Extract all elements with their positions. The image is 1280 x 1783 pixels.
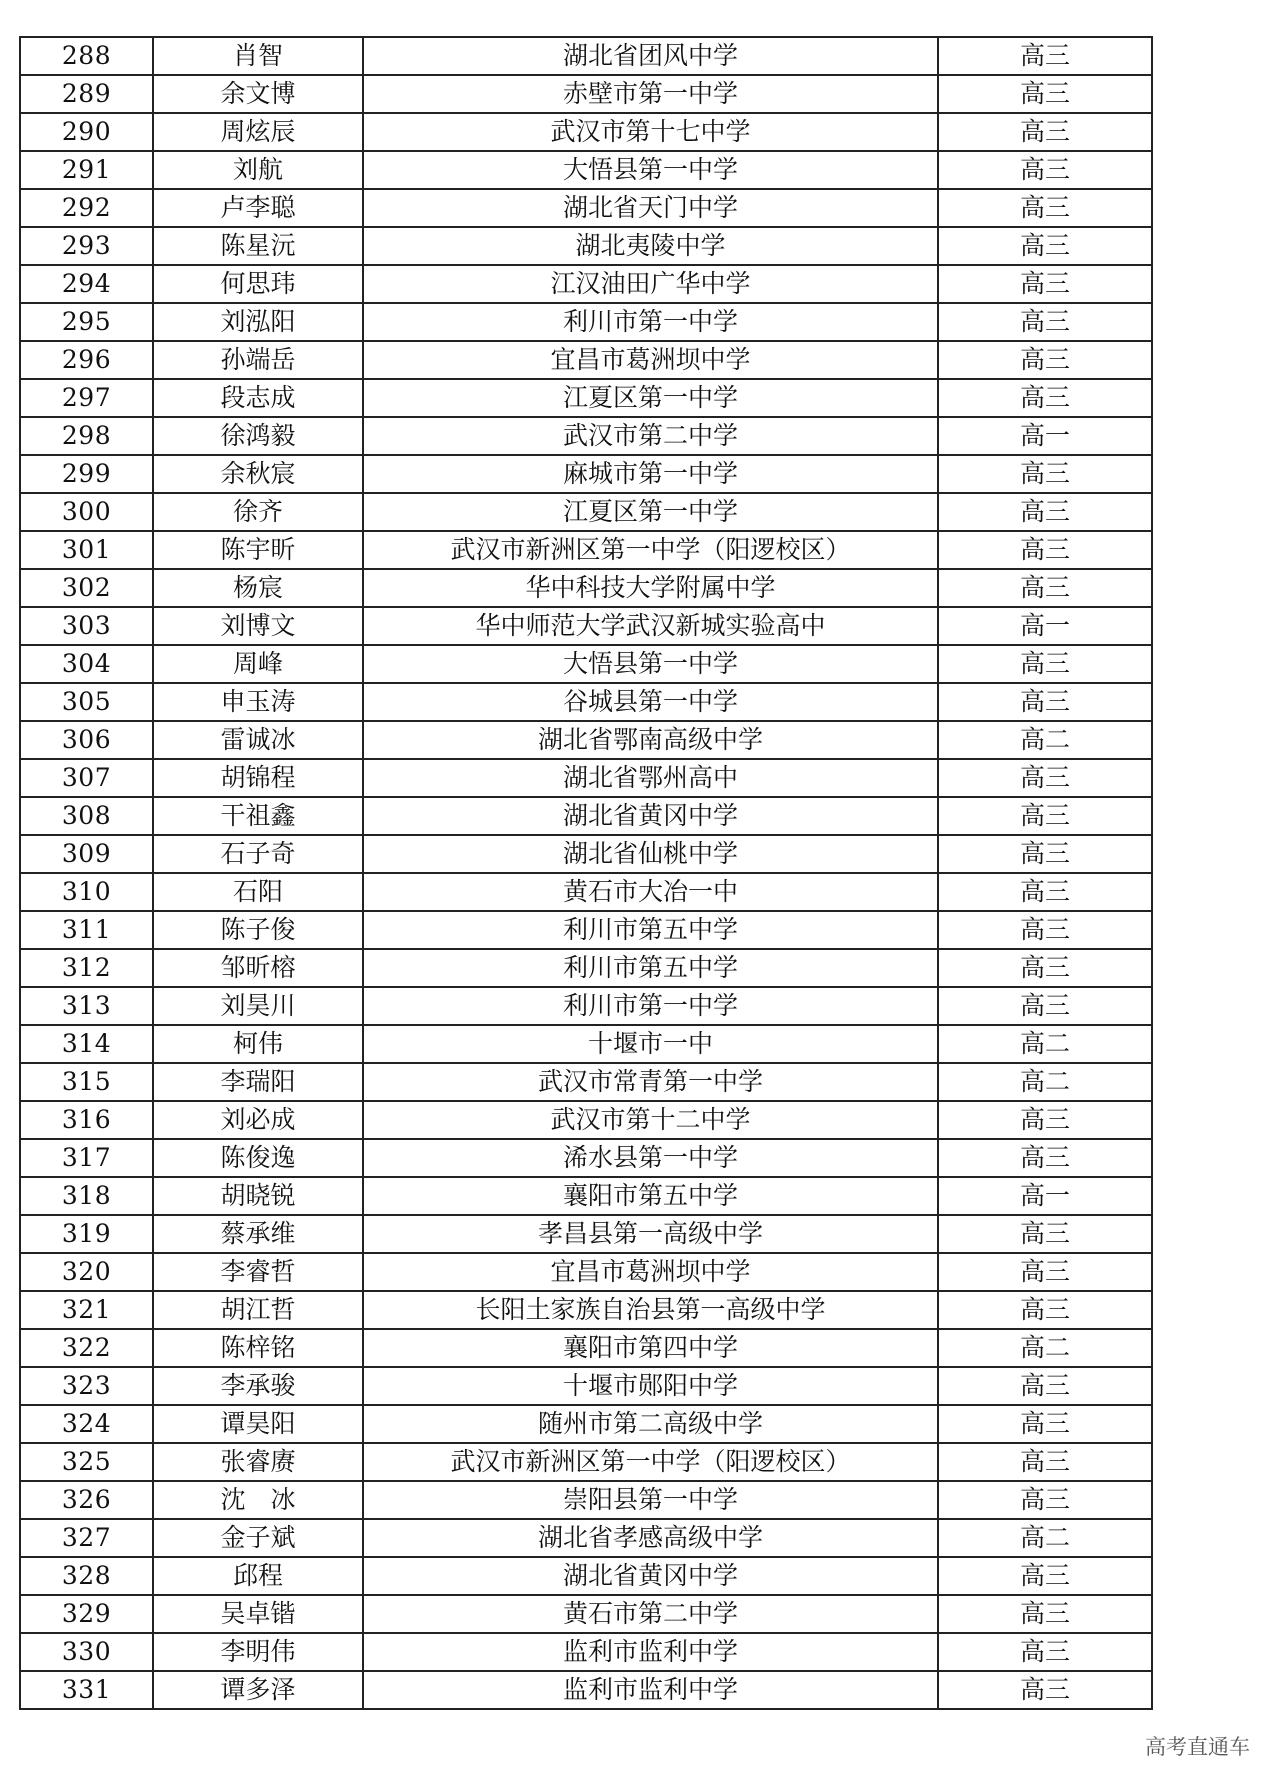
table-row: [20, 1519, 1152, 1557]
row-number: 318: [20, 1177, 153, 1215]
table-row: [20, 797, 1152, 835]
table-row: [20, 911, 1152, 949]
grade-level: 高一: [938, 1177, 1152, 1215]
row-number: 291: [20, 151, 153, 189]
table-row: [20, 987, 1152, 1025]
student-name: 蔡承维: [153, 1215, 363, 1253]
school-name: 武汉市新洲区第一中学（阳逻校区）: [363, 1443, 938, 1481]
school-name: 江夏区第一中学: [363, 379, 938, 417]
grade-level: 高三: [938, 1443, 1152, 1481]
row-number: 326: [20, 1481, 153, 1519]
row-number: 329: [20, 1595, 153, 1633]
school-name: 江夏区第一中学: [363, 493, 938, 531]
student-name: 胡锦程: [153, 759, 363, 797]
school-name: 湖北省鄂南高级中学: [363, 721, 938, 759]
school-name: 湖北省孝感高级中学: [363, 1519, 938, 1557]
grade-level: 高三: [938, 873, 1152, 911]
grade-level: 高三: [938, 1481, 1152, 1519]
row-number: 288: [20, 37, 153, 75]
table-row: [20, 1291, 1152, 1329]
school-name: 武汉市新洲区第一中学（阳逻校区）: [363, 531, 938, 569]
student-name: 刘昊川: [153, 987, 363, 1025]
student-name: 肖智: [153, 37, 363, 75]
student-name: 胡晓锐: [153, 1177, 363, 1215]
row-number: 331: [20, 1671, 153, 1709]
grade-level: 高三: [938, 37, 1152, 75]
row-number: 328: [20, 1557, 153, 1595]
row-number: 312: [20, 949, 153, 987]
table-row: [20, 1633, 1152, 1671]
table-row: [20, 1139, 1152, 1177]
table-row: [20, 1405, 1152, 1443]
grade-level: 高三: [938, 341, 1152, 379]
row-number: 315: [20, 1063, 153, 1101]
grade-level: 高三: [938, 1139, 1152, 1177]
student-name: 柯伟: [153, 1025, 363, 1063]
student-name: 刘航: [153, 151, 363, 189]
watermark-label: 高考直通车: [1141, 1729, 1254, 1763]
grade-level: 高三: [938, 151, 1152, 189]
grade-level: 高二: [938, 1329, 1152, 1367]
grade-level: 高一: [938, 417, 1152, 455]
grade-level: 高三: [938, 265, 1152, 303]
table-row: [20, 455, 1152, 493]
table-row: [20, 1177, 1152, 1215]
row-number: 303: [20, 607, 153, 645]
row-number: 327: [20, 1519, 153, 1557]
student-name: 陈梓铭: [153, 1329, 363, 1367]
grade-level: 高三: [938, 1633, 1152, 1671]
table-row: [20, 1557, 1152, 1595]
student-name: 张睿赓: [153, 1443, 363, 1481]
student-name: 陈俊逸: [153, 1139, 363, 1177]
table-row: [20, 113, 1152, 151]
row-number: 290: [20, 113, 153, 151]
table-row: [20, 949, 1152, 987]
table-row: [20, 1595, 1152, 1633]
table-row: [20, 341, 1152, 379]
table-row: [20, 683, 1152, 721]
school-name: 湖北省黄冈中学: [363, 797, 938, 835]
school-name: 武汉市常青第一中学: [363, 1063, 938, 1101]
student-name: 余文博: [153, 75, 363, 113]
student-name: 谭昊阳: [153, 1405, 363, 1443]
table-row: [20, 189, 1152, 227]
row-number: 301: [20, 531, 153, 569]
school-name: 监利市监利中学: [363, 1633, 938, 1671]
student-name: 何思玮: [153, 265, 363, 303]
grade-level: 高三: [938, 531, 1152, 569]
student-name: 孙端岳: [153, 341, 363, 379]
row-number: 314: [20, 1025, 153, 1063]
student-name: 刘博文: [153, 607, 363, 645]
student-name: 申玉涛: [153, 683, 363, 721]
row-number: 313: [20, 987, 153, 1025]
grade-level: 高二: [938, 1519, 1152, 1557]
school-name: 十堰市郧阳中学: [363, 1367, 938, 1405]
student-name: 胡江哲: [153, 1291, 363, 1329]
student-list-table: [19, 36, 1153, 1710]
table-row: [20, 379, 1152, 417]
student-name: 吴卓锴: [153, 1595, 363, 1633]
school-name: 江汉油田广华中学: [363, 265, 938, 303]
grade-level: 高三: [938, 987, 1152, 1025]
student-name: 邹昕榕: [153, 949, 363, 987]
row-number: 289: [20, 75, 153, 113]
school-name: 大悟县第一中学: [363, 645, 938, 683]
school-name: 湖北夷陵中学: [363, 227, 938, 265]
table-row: [20, 531, 1152, 569]
school-name: 襄阳市第五中学: [363, 1177, 938, 1215]
student-name: 李瑞阳: [153, 1063, 363, 1101]
student-name: 周炫辰: [153, 113, 363, 151]
grade-level: 高二: [938, 1063, 1152, 1101]
grade-level: 高三: [938, 1595, 1152, 1633]
school-name: 宜昌市葛洲坝中学: [363, 1253, 938, 1291]
school-name: 湖北省鄂州高中: [363, 759, 938, 797]
student-name: 刘泓阳: [153, 303, 363, 341]
grade-level: 高三: [938, 835, 1152, 873]
student-name: 陈星沅: [153, 227, 363, 265]
table-row: [20, 835, 1152, 873]
row-number: 322: [20, 1329, 153, 1367]
school-name: 麻城市第一中学: [363, 455, 938, 493]
grade-level: 高二: [938, 1025, 1152, 1063]
row-number: 305: [20, 683, 153, 721]
school-name: 利川市第五中学: [363, 949, 938, 987]
grade-level: 高三: [938, 303, 1152, 341]
row-number: 292: [20, 189, 153, 227]
school-name: 湖北省团风中学: [363, 37, 938, 75]
school-name: 利川市第一中学: [363, 987, 938, 1025]
school-name: 华中师范大学武汉新城实验高中: [363, 607, 938, 645]
row-number: 311: [20, 911, 153, 949]
row-number: 309: [20, 835, 153, 873]
row-number: 310: [20, 873, 153, 911]
school-name: 宜昌市葛洲坝中学: [363, 341, 938, 379]
school-name: 湖北省仙桃中学: [363, 835, 938, 873]
grade-level: 高三: [938, 227, 1152, 265]
student-name: 石阳: [153, 873, 363, 911]
row-number: 308: [20, 797, 153, 835]
table-row: [20, 37, 1152, 75]
table-row: [20, 265, 1152, 303]
school-name: 黄石市大冶一中: [363, 873, 938, 911]
school-name: 长阳土家族自治县第一高级中学: [363, 1291, 938, 1329]
school-name: 湖北省天门中学: [363, 189, 938, 227]
school-name: 十堰市一中: [363, 1025, 938, 1063]
table-row: [20, 303, 1152, 341]
student-name: 徐鸿毅: [153, 417, 363, 455]
student-name: 石子奇: [153, 835, 363, 873]
row-number: 304: [20, 645, 153, 683]
table-row: [20, 1329, 1152, 1367]
student-name: 李睿哲: [153, 1253, 363, 1291]
row-number: 299: [20, 455, 153, 493]
table-body: [20, 37, 1152, 1709]
table-row: [20, 151, 1152, 189]
student-name: 雷诚冰: [153, 721, 363, 759]
table-row: [20, 417, 1152, 455]
grade-level: 高三: [938, 759, 1152, 797]
grade-level: 高三: [938, 1215, 1152, 1253]
row-number: 302: [20, 569, 153, 607]
school-name: 赤壁市第一中学: [363, 75, 938, 113]
row-number: 296: [20, 341, 153, 379]
grade-level: 高三: [938, 1367, 1152, 1405]
table-row: [20, 873, 1152, 911]
grade-level: 高一: [938, 607, 1152, 645]
grade-level: 高二: [938, 721, 1152, 759]
row-number: 300: [20, 493, 153, 531]
school-name: 华中科技大学附属中学: [363, 569, 938, 607]
table-row: [20, 721, 1152, 759]
row-number: 316: [20, 1101, 153, 1139]
grade-level: 高三: [938, 1101, 1152, 1139]
student-name: 谭多泽: [153, 1671, 363, 1709]
table-row: [20, 1025, 1152, 1063]
grade-level: 高三: [938, 113, 1152, 151]
school-name: 孝昌县第一高级中学: [363, 1215, 938, 1253]
grade-level: 高三: [938, 1671, 1152, 1709]
grade-level: 高三: [938, 455, 1152, 493]
row-number: 325: [20, 1443, 153, 1481]
school-name: 浠水县第一中学: [363, 1139, 938, 1177]
row-number: 317: [20, 1139, 153, 1177]
table-row: [20, 607, 1152, 645]
table-row: [20, 1443, 1152, 1481]
row-number: 306: [20, 721, 153, 759]
table-row: [20, 1101, 1152, 1139]
grade-level: 高三: [938, 493, 1152, 531]
row-number: 330: [20, 1633, 153, 1671]
student-name: 李明伟: [153, 1633, 363, 1671]
table-row: [20, 1253, 1152, 1291]
school-name: 随州市第二高级中学: [363, 1405, 938, 1443]
grade-level: 高三: [938, 797, 1152, 835]
student-name: 沈 冰: [153, 1481, 363, 1519]
grade-level: 高三: [938, 1405, 1152, 1443]
school-name: 崇阳县第一中学: [363, 1481, 938, 1519]
school-name: 监利市监利中学: [363, 1671, 938, 1709]
grade-level: 高三: [938, 645, 1152, 683]
grade-level: 高三: [938, 189, 1152, 227]
student-name: 周峰: [153, 645, 363, 683]
row-number: 307: [20, 759, 153, 797]
student-name: 陈子俊: [153, 911, 363, 949]
student-name: 李承骏: [153, 1367, 363, 1405]
table-row: [20, 1063, 1152, 1101]
school-name: 大悟县第一中学: [363, 151, 938, 189]
grade-level: 高三: [938, 683, 1152, 721]
school-name: 武汉市第二中学: [363, 417, 938, 455]
grade-level: 高三: [938, 1291, 1152, 1329]
student-name: 余秋宸: [153, 455, 363, 493]
school-name: 黄石市第二中学: [363, 1595, 938, 1633]
grade-level: 高三: [938, 911, 1152, 949]
grade-level: 高三: [938, 569, 1152, 607]
row-number: 321: [20, 1291, 153, 1329]
student-name: 徐齐: [153, 493, 363, 531]
school-name: 武汉市第十七中学: [363, 113, 938, 151]
row-number: 293: [20, 227, 153, 265]
table-row: [20, 227, 1152, 265]
student-name: 邱程: [153, 1557, 363, 1595]
row-number: 294: [20, 265, 153, 303]
student-name: 段志成: [153, 379, 363, 417]
row-number: 320: [20, 1253, 153, 1291]
table-row: [20, 569, 1152, 607]
grade-level: 高三: [938, 1253, 1152, 1291]
school-name: 武汉市第十二中学: [363, 1101, 938, 1139]
row-number: 323: [20, 1367, 153, 1405]
student-name: 杨宸: [153, 569, 363, 607]
row-number: 324: [20, 1405, 153, 1443]
table-row: [20, 1481, 1152, 1519]
school-name: 利川市第一中学: [363, 303, 938, 341]
table-row: [20, 1671, 1152, 1709]
grade-level: 高三: [938, 1557, 1152, 1595]
table-row: [20, 759, 1152, 797]
table-row: [20, 1367, 1152, 1405]
student-name: 卢李聪: [153, 189, 363, 227]
row-number: 319: [20, 1215, 153, 1253]
school-name: 湖北省黄冈中学: [363, 1557, 938, 1595]
table-row: [20, 493, 1152, 531]
table-row: [20, 1215, 1152, 1253]
student-name: 金子斌: [153, 1519, 363, 1557]
row-number: 298: [20, 417, 153, 455]
row-number: 295: [20, 303, 153, 341]
row-number: 297: [20, 379, 153, 417]
grade-level: 高三: [938, 949, 1152, 987]
table-row: [20, 645, 1152, 683]
school-name: 襄阳市第四中学: [363, 1329, 938, 1367]
student-name: 刘必成: [153, 1101, 363, 1139]
school-name: 谷城县第一中学: [363, 683, 938, 721]
student-name: 陈宇昕: [153, 531, 363, 569]
grade-level: 高三: [938, 75, 1152, 113]
grade-level: 高三: [938, 379, 1152, 417]
student-name: 干祖鑫: [153, 797, 363, 835]
school-name: 利川市第五中学: [363, 911, 938, 949]
table-row: [20, 75, 1152, 113]
